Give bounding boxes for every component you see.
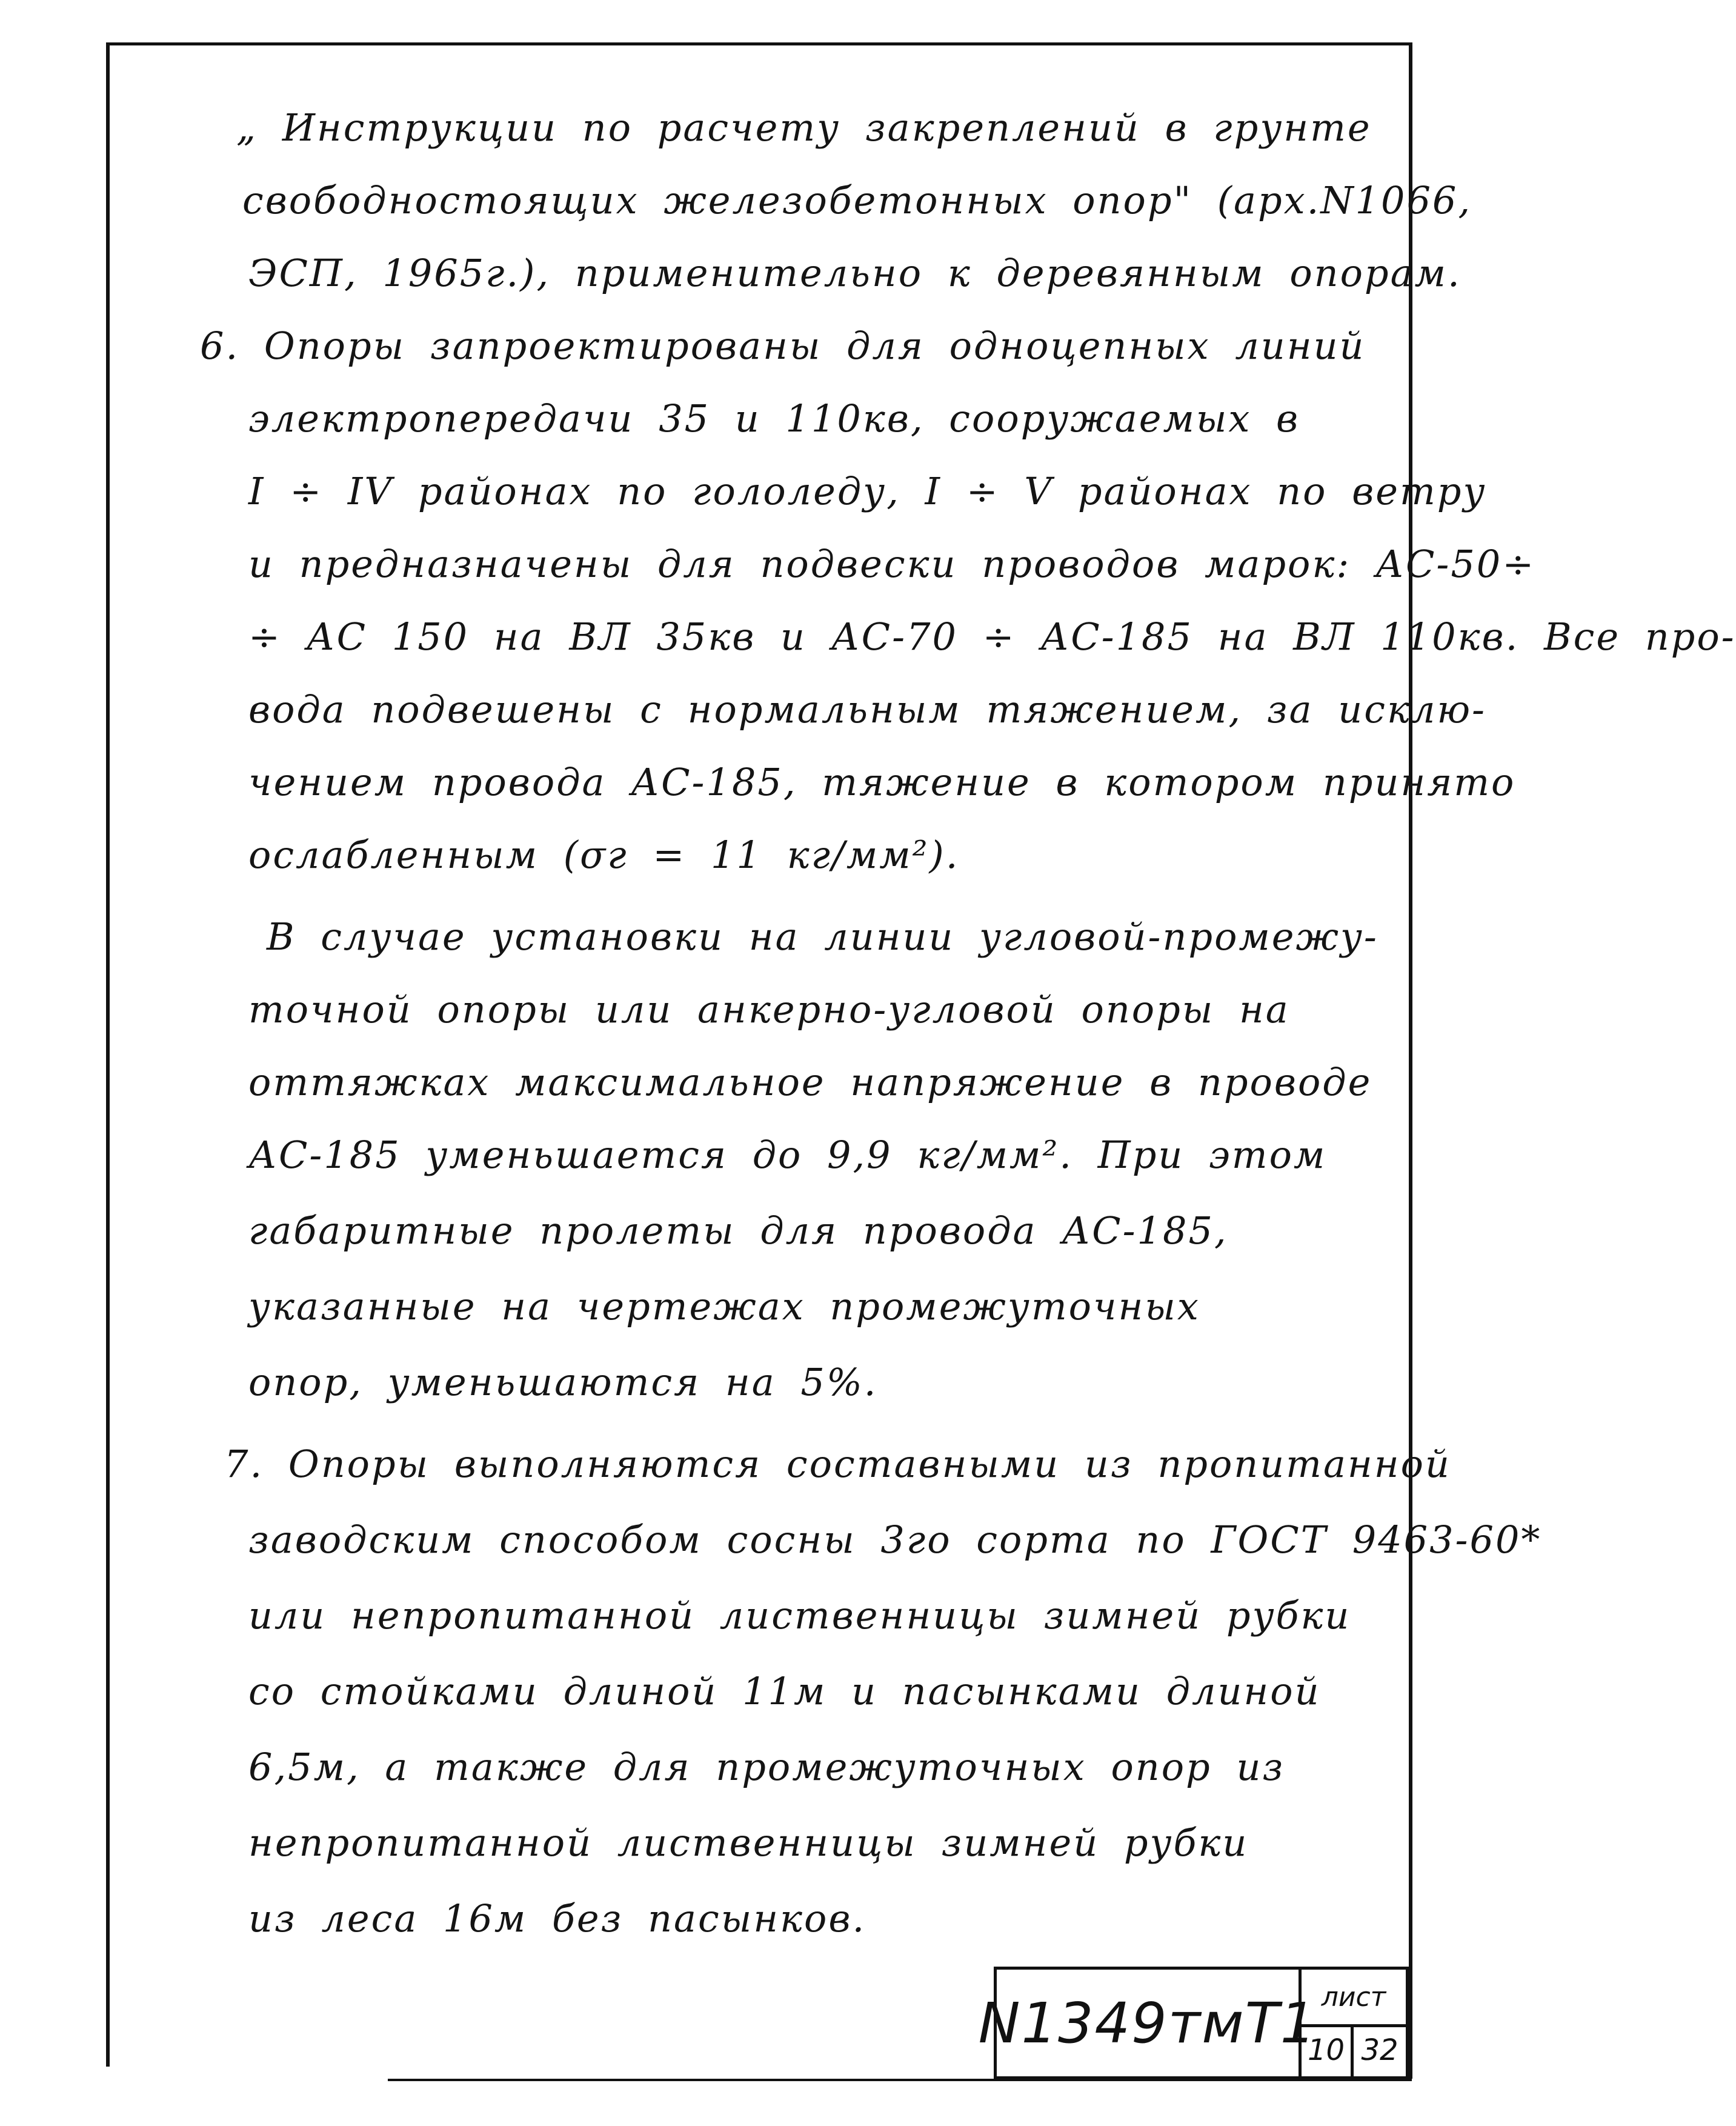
page-frame-right xyxy=(1409,42,1412,2079)
sheet-cells xyxy=(1299,1967,1409,2079)
page-frame-top xyxy=(109,42,1412,45)
text-line: оттяжках максимальное напряжение в проводе xyxy=(248,1060,1372,1104)
document-code: N1349тмТ1 xyxy=(994,1967,1302,2079)
sheet-label: лист xyxy=(1302,1970,1406,2027)
text-line: ЭСП, 1965г.), применительно к деревянным опорам. xyxy=(248,251,1462,295)
text-line: заводским способом сосны 3го сорта по ГОСТ 9463-60* xyxy=(248,1518,1542,1562)
sheet-number: 10 xyxy=(1302,2024,1354,2076)
text-line: и предназначены для подвески проводов марок: АС-50÷ xyxy=(248,542,1536,586)
text-line: 6. Опоры запроектированы для одноцепных линий xyxy=(200,324,1366,368)
page-frame-left xyxy=(106,42,110,2067)
text-line: чением провода АС-185, тяжение в котором принято xyxy=(248,760,1516,804)
text-line: ослабленным (σг = 11 кг/мм²). xyxy=(248,833,960,877)
text-line: со стойками длиной 11м и пасынками длиной xyxy=(248,1669,1321,1713)
text-line: АС-185 уменьшается до 9,9 кг/мм². При этом xyxy=(248,1133,1327,1177)
text-line: или непропитанной лиственницы зимней рубки xyxy=(248,1593,1351,1638)
sheet-total: 32 xyxy=(1361,2033,1398,2067)
text-line: ÷ АС 150 на ВЛ 35кв и АС-70 ÷ АС-185 на ВЛ 110кв. Все про- xyxy=(248,615,1736,659)
text-line: электропередачи 35 и 110кв, сооружаемых в xyxy=(248,396,1300,441)
text-line: из леса 16м без пасынков. xyxy=(248,1896,866,1941)
text-line: точной опоры или анкерно-угловой опоры на xyxy=(248,987,1290,1031)
text-line: указанные на чертежах промежуточных xyxy=(248,1284,1200,1328)
text-line: 6,5м, а также для промежуточных опор из xyxy=(248,1745,1285,1789)
text-line: „ Инструкции по расчету закреплений в грунте xyxy=(236,105,1372,150)
text-line: свободностоящих железобетонных опор" (арх.N1066, xyxy=(242,178,1472,222)
text-line: опор, уменьшаются на 5%. xyxy=(248,1360,878,1404)
text-line: габаритные пролеты для провода АС-185, xyxy=(248,1208,1228,1253)
text-line: вода подвешены с нормальным тяжением, за исклю- xyxy=(248,687,1486,731)
text-line: I ÷ IV районах по гололеду, I ÷ V районах по ветру xyxy=(248,469,1487,513)
text-line: 7. Опоры выполняются составными из пропитанной xyxy=(224,1442,1451,1486)
text-line: В случае установки на линии угловой-промежу- xyxy=(267,915,1378,959)
title-block xyxy=(978,1967,1411,2081)
text-line: непропитанной лиственницы зимней рубки xyxy=(248,1821,1249,1865)
